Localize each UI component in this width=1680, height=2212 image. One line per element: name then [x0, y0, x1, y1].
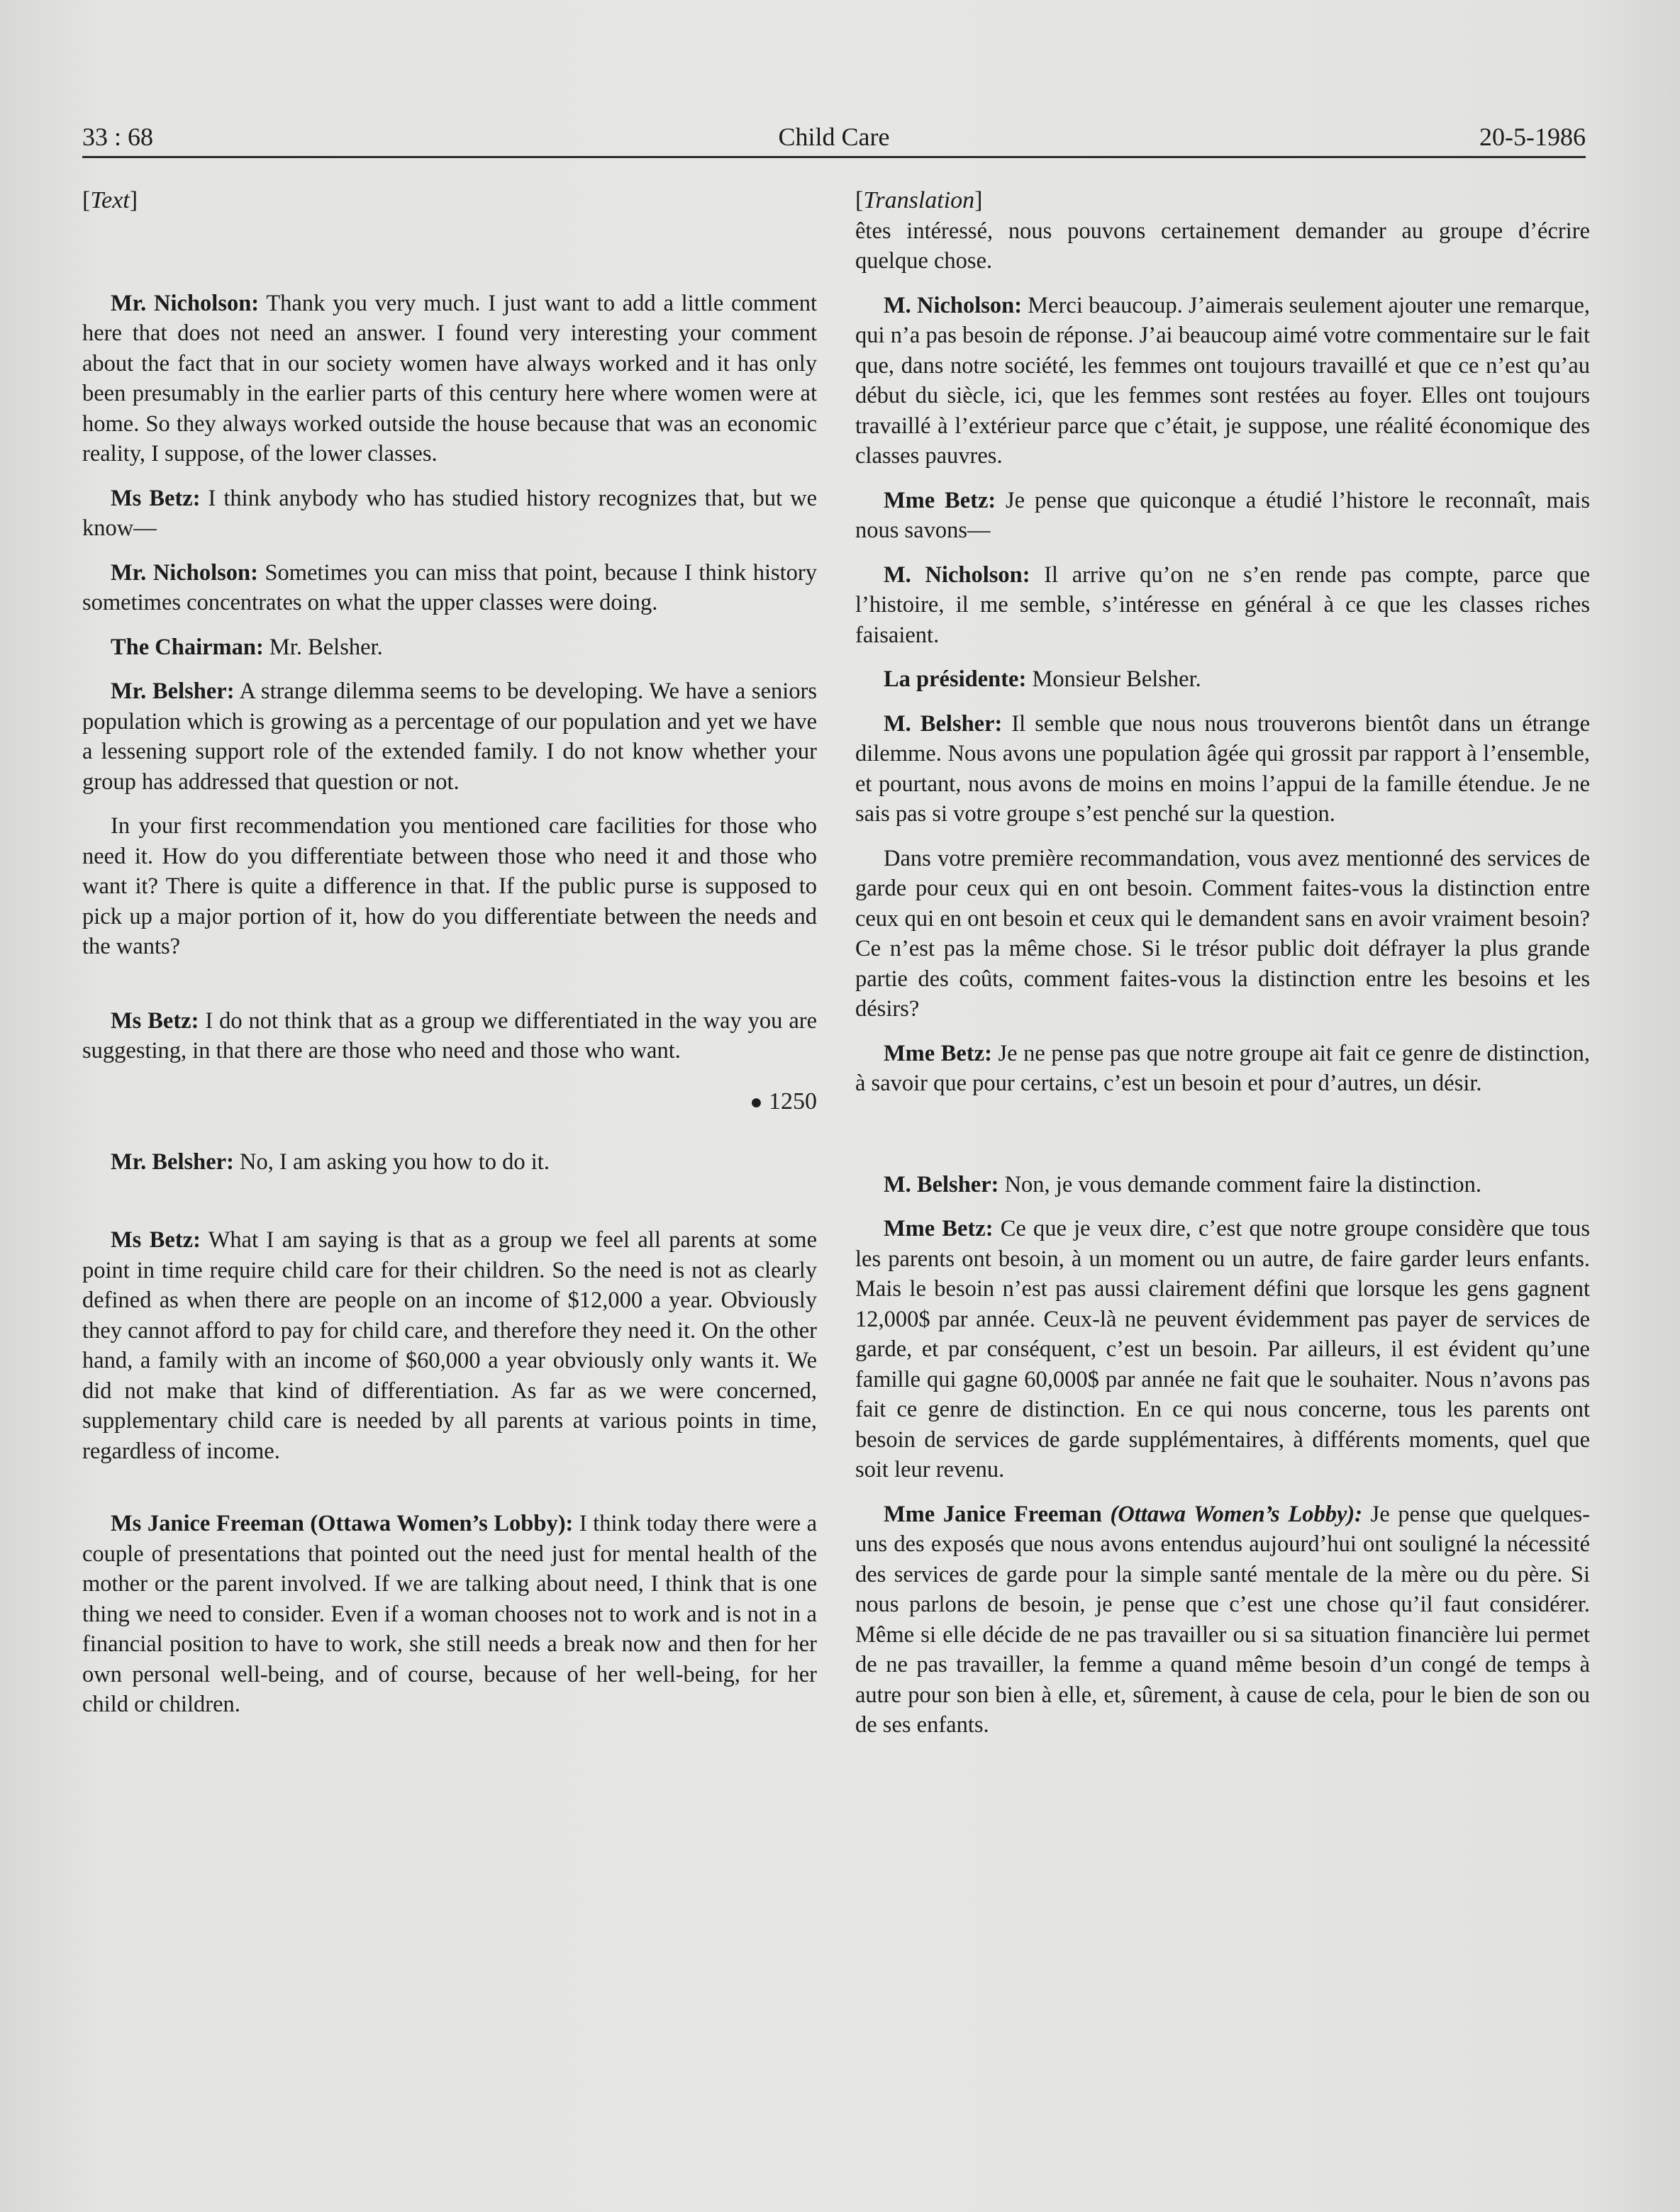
paragraph: Ms Betz: What I am saying is that as a group we feel all parents at some point in time require child care for their children. So the need is not as clearly defined as when there are people on an income of $12,000 a year. Obviously they cannot afford to pay for child care, and therefore they need it. On the other hand, a family with an income of $60,000 a year obviously only wants it. We did not make that kind of differentiation. As far as we were concerned, supplementary child care is needed by all parents at various points in time, regardless of income.: [82, 1227, 817, 1464]
french-column: [855, 186, 1590, 1755]
time-stamp: ● 1250: [750, 1088, 817, 1115]
running-header: [82, 119, 1586, 155]
paragraph: In your first recommendation you mentioned care facilities for those who need it. How do you differentiate between those who need it and those who want it? There is quite a difference in that. If the public purse is supposed to pick up a major portion of it, how do you differentiate between the needs and the wants?: [82, 813, 817, 959]
speaker: Mr. Belsher:: [111, 1149, 234, 1175]
speaker: Mr. Nicholson:: [111, 559, 258, 586]
header-date: 20-5-1986: [1479, 123, 1586, 151]
paragraph: Ms Betz: I think anybody who has studied history recognizes that, but we know—: [82, 485, 818, 541]
paragraph: Mme Betz: Ce que je veux dire, c’est que notre groupe considère que tous les parents ont besoin, à un moment ou un autre, de faire garder leurs enfants. Mais le besoin n’est pas aussi clairement défini que lorsque les gens gagnent 12,000$ par année. Ceux-là ne peuvent évidemment pas payer de services de garde, et par conséquent, c’est un besoin. Par ailleurs, il est évident qu’une famille qui gagne 60,000$ par année ne fait que le souhaiter. Nous n’avons pas fait ce genre de distinction. En ce qui nous concerne, tous les parents ont besoin de services de garde supplémentaires, à différents moments, quel que soit leur revenu.: [855, 1216, 1590, 1482]
speaker: Mme Betz:: [884, 1040, 992, 1066]
paragraph: M. Nicholson: Il arrive qu’on ne s’en rende pas compte, parce que l’histoire, il me semble, s’intéresse en général à ce que les classes riches faisaient.: [855, 562, 1591, 648]
bullet-icon: ●: [750, 1090, 763, 1114]
english-column: [82, 186, 817, 1734]
header-title: Child Care: [778, 123, 890, 151]
speaker: Mr. Belsher:: [111, 678, 235, 704]
speaker: La présidente:: [884, 666, 1027, 692]
paragraph: Mr. Belsher: No, I am asking you how to do it.: [111, 1149, 550, 1175]
paragraph: The Chairman: Mr. Belsher.: [111, 634, 383, 660]
speaker: Ms Betz:: [111, 1227, 201, 1253]
organization: (Ottawa Women’s Lobby):: [1110, 1501, 1363, 1527]
speaker: Ms Betz:: [111, 485, 201, 511]
paragraph: La présidente: Monsieur Belsher.: [884, 666, 1201, 692]
speaker: The Chairman:: [111, 634, 264, 660]
paragraph: M. Belsher: Il semble que nous nous trouverons bientôt dans un étrange dilemme. Nous avons une population âgée qui grossit par rapport à l’ensemble, et pourtant, nous avons de moins en moins l’appui de la famille étendue. Je ne sais pas si votre groupe s’est penché sur la question.: [855, 710, 1591, 827]
speaker: Mme Betz:: [884, 487, 996, 513]
paragraph: Mr. Belsher: A strange dilemma seems to be developing. We have a seniors population which is growing as a percentage of our population and yet we have a lessening support role of the extended family. I do not know whether your group has addressed that question or not.: [82, 678, 817, 795]
paragraph: Ms Betz: I do not think that as a group we differentiated in the way you are suggesting, in that there are those who need and those who want.: [82, 1007, 817, 1063]
speaker: M. Nicholson:: [884, 292, 1023, 318]
translation-tag: [Translation]: [855, 187, 983, 213]
paragraph: êtes intéressé, nous pouvons certainement demander au groupe d’écrire quelque chose.: [855, 218, 1590, 274]
speaker: M. Belsher:: [884, 710, 1003, 737]
speaker: Mr. Nicholson:: [111, 290, 260, 316]
text-tag: [Text]: [82, 187, 138, 213]
paragraph: Ms Janice Freeman (Ottawa Women’s Lobby): I think today there were a couple of presentations that pointed out the need just for mental health of the mother or the parent involved. If we are talking about need, I think that is one thing we need to consider. Even if a woman chooses not to work and is not in a financial position to have to work, she still needs a break now and then for her own personal well-being, and of course, because of her well-being, for her child or children.: [82, 1511, 817, 1717]
page-number: 33 : 68: [82, 123, 154, 151]
paragraph: Mr. Nicholson: Thank you very much. I just want to add a little comment here that does not need an answer. I found very interesting your comment about the fact that in our society women have always worked and it has only been presumably in the earlier parts of this century here where women were at home. So they always worked outside the house because that was an economic reality, I suppose, of the lower classes.: [82, 290, 817, 467]
header-rule: [82, 156, 1586, 158]
speaker: M. Belsher:: [884, 1171, 999, 1197]
speaker: Ms Betz:: [111, 1007, 199, 1034]
paragraph: Mme Betz: Je ne pense pas que notre groupe ait fait ce genre de distinction, à savoir que pour certains, c’est un besoin et pour d’autres, un désir.: [855, 1040, 1590, 1096]
paragraph: Dans votre première recommandation, vous avez mentionné des services de garde pour ceux qui en ont besoin. Comment faites-vous la distinction entre ceux qui en ont besoin et ceux qui le demandent sans en avoir vraiment besoin? Ce n’est pas la même chose. Si le trésor public doit défrayer la plus grande partie des coûts, comment faites-vous la distinction entre les besoins et les désirs?: [855, 845, 1590, 1022]
paragraph: Mme Janice Freeman (Ottawa Women’s Lobby): Je pense que quelques-uns des exposés que nous avons entendus aujourd’hui ont souligné la nécessité des services de garde pour la simple santé mentale de la mère ou du père. Si nous parlons de besoin, je pense que c’est une chose qu’il faut considérer. Même si elle décide de ne pas travailler ou si sa situation financière lui permet de ne pas travailler, la femme a quand même besoin d’un congé de temps à autre pour son bien à elle, et, sûrement, à cause de cela, pour le bien de son ou de ses enfants.: [855, 1501, 1590, 1738]
paragraph: Mr. Nicholson: Sometimes you can miss that point, because I think history sometimes concentrates on what the upper classes were doing.: [82, 559, 817, 615]
paragraph: Mme Betz: Je pense que quiconque a étudié l’histore le reconnaît, mais nous savons—: [855, 487, 1590, 543]
paragraph: M. Nicholson: Merci beaucoup. J’aimerais seulement ajouter une remarque, qui n’a pas besoin de réponse. J’ai beaucoup aimé votre commentaire sur le fait que, dans notre société, les femmes ont toujours travaillé et que ce n’est qu’au début du siècle, ici, que les femmes sont restées au foyer. Elles ont toujours travaillé à l’extérieur parce que c’était, je suppose, une réalité économique des classes pauvres.: [855, 292, 1590, 469]
speaker: Mme Janice Freeman: [884, 1501, 1102, 1527]
paragraph: M. Belsher: Non, je vous demande comment faire la distinction.: [884, 1171, 1481, 1197]
speaker: M. Nicholson:: [884, 562, 1030, 588]
speaker: Mme Betz:: [884, 1216, 994, 1241]
speaker: Ms Janice Freeman (Ottawa Women’s Lobby):: [111, 1511, 574, 1536]
